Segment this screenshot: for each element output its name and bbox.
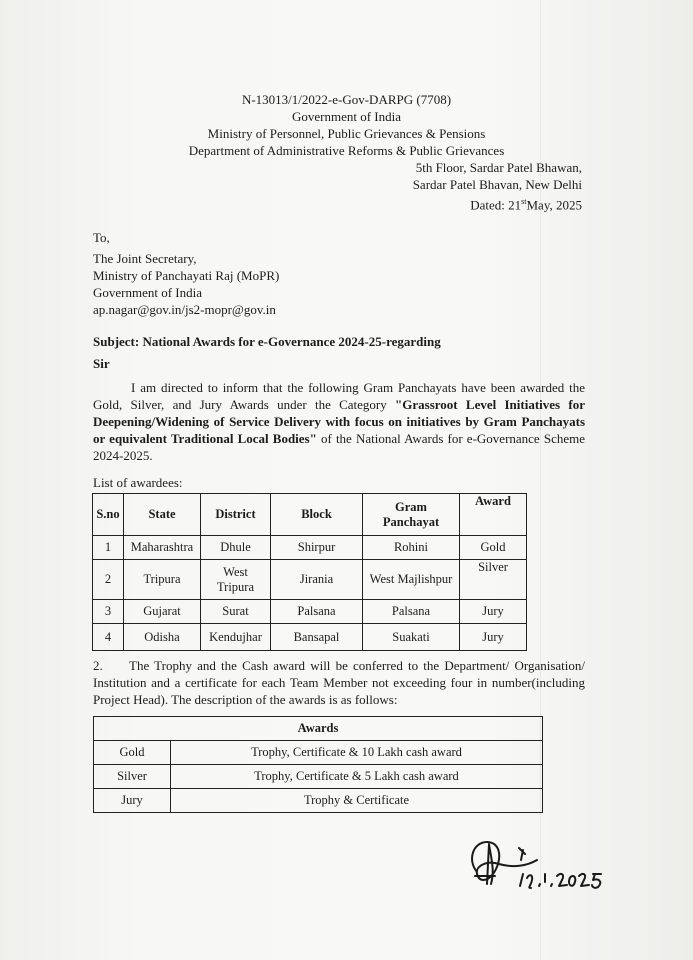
body-paragraph-1 bbox=[93, 379, 585, 464]
cell-award-level: Gold bbox=[94, 741, 171, 765]
cell-block: Jirania bbox=[271, 560, 363, 600]
cell-block: Shirpur bbox=[271, 536, 363, 560]
recipient-line-2: Ministry of Panchayati Raj (MoPR) bbox=[93, 268, 280, 283]
cell-gram-panchayat: West Majlishpur bbox=[363, 560, 460, 600]
cell-district: West Tripura bbox=[201, 560, 271, 600]
col-header-sno: S.no bbox=[93, 494, 124, 536]
table-row bbox=[94, 765, 543, 789]
department-name: Department of Administrative Reforms & Public Grievances bbox=[188, 143, 505, 158]
cell-sno: 2 bbox=[93, 560, 124, 600]
body-paragraph-2 bbox=[93, 657, 585, 708]
cell-block: Palsana bbox=[271, 600, 363, 624]
ministry-name: Ministry of Personnel, Public Grievances & Pensions bbox=[207, 126, 486, 141]
cell-sno: 4 bbox=[93, 624, 124, 651]
cell-state: Tripura bbox=[124, 560, 201, 600]
date-suffix-sup: st bbox=[521, 197, 527, 206]
para2-number: 2. bbox=[93, 658, 103, 673]
cell-award-level: Silver bbox=[94, 765, 171, 789]
col-header-gram-panchayat: Gram Panchayat bbox=[363, 494, 460, 536]
to-label: To, bbox=[93, 230, 110, 245]
table-header-row bbox=[93, 494, 527, 536]
para1-category: "Grassroot Level Initiatives for Deepening/Widening of Service Delivery with focus on initiatives by Gram Panchayats or equivalent Traditional Local Bodies" bbox=[93, 397, 585, 446]
subject-line: Subject: National Awards for e-Governance 2024-25-regarding bbox=[93, 334, 441, 349]
cell-sno: 3 bbox=[93, 600, 124, 624]
col-header-state: State bbox=[124, 494, 201, 536]
cell-gram-panchayat: Palsana bbox=[363, 600, 460, 624]
recipient-line-1: The Joint Secretary, bbox=[93, 251, 197, 266]
para1-end: of the National Awards for e-Governance Scheme 2024-2025. bbox=[93, 431, 585, 463]
cell-district: Dhule bbox=[201, 536, 271, 560]
cell-award-description: Trophy, Certificate & 5 Lakh cash award bbox=[171, 765, 543, 789]
cell-state: Odisha bbox=[124, 624, 201, 651]
col-header-award: Award bbox=[460, 494, 527, 536]
salutation: Sir bbox=[93, 356, 110, 371]
cell-award-level: Jury bbox=[94, 789, 171, 813]
awardees-table bbox=[92, 493, 527, 651]
cell-award-description: Trophy, Certificate & 10 Lakh cash award bbox=[171, 741, 543, 765]
cell-block: Bansapal bbox=[271, 624, 363, 651]
cell-state: Maharashtra bbox=[124, 536, 201, 560]
cell-state: Gujarat bbox=[124, 600, 201, 624]
col-header-district: District bbox=[201, 494, 271, 536]
cell-gram-panchayat: Suakati bbox=[363, 624, 460, 651]
table-row bbox=[94, 789, 543, 813]
govt-name: Government of India bbox=[291, 109, 402, 124]
address-line-1: 5th Floor, Sardar Patel Bhawan, bbox=[415, 160, 582, 175]
table-row bbox=[93, 536, 527, 560]
file-number: N-13013/1/2022-e-Gov-DARPG (7708) bbox=[241, 92, 452, 107]
date-suffix: May, 2025 bbox=[526, 197, 582, 213]
handwritten-signature bbox=[465, 830, 615, 900]
table-row bbox=[93, 560, 527, 600]
cell-award-description: Trophy & Certificate bbox=[171, 789, 543, 813]
date-prefix: Dated: 21 bbox=[470, 197, 522, 213]
recipient-line-3: Government of India bbox=[93, 285, 203, 300]
table-row bbox=[93, 624, 527, 651]
date-line bbox=[470, 193, 582, 213]
awards-header: Awards bbox=[94, 717, 543, 741]
cell-award: Jury bbox=[460, 600, 527, 624]
awards-header-row bbox=[94, 717, 543, 741]
cell-award: Silver bbox=[460, 560, 527, 600]
cell-award: Gold bbox=[460, 536, 527, 560]
para2-text: The Trophy and the Cash award will be conferred to the Department/ Organisation/ Institution and a certificate for each Team Member not exceeding four in number(including Project Head). The description of the awards is as follows: bbox=[93, 658, 585, 707]
awards-table bbox=[93, 716, 543, 813]
table-row bbox=[93, 600, 527, 624]
col-header-block: Block bbox=[271, 494, 363, 536]
cell-sno: 1 bbox=[93, 536, 124, 560]
cell-award: Jury bbox=[460, 624, 527, 651]
cell-district: Kendujhar bbox=[201, 624, 271, 651]
cell-district: Surat bbox=[201, 600, 271, 624]
para1-start: I am directed to inform that the following Gram Panchayats have been awarded the Gold, Silver, and Jury Awards under the Category bbox=[93, 380, 585, 412]
address-line-2: Sardar Patel Bhavan, New Delhi bbox=[412, 177, 582, 192]
table-row bbox=[94, 741, 543, 765]
list-label: List of awardees: bbox=[93, 475, 183, 490]
recipient-email: ap.nagar@gov.in/js2-mopr@gov.in bbox=[93, 302, 276, 317]
cell-gram-panchayat: Rohini bbox=[363, 536, 460, 560]
